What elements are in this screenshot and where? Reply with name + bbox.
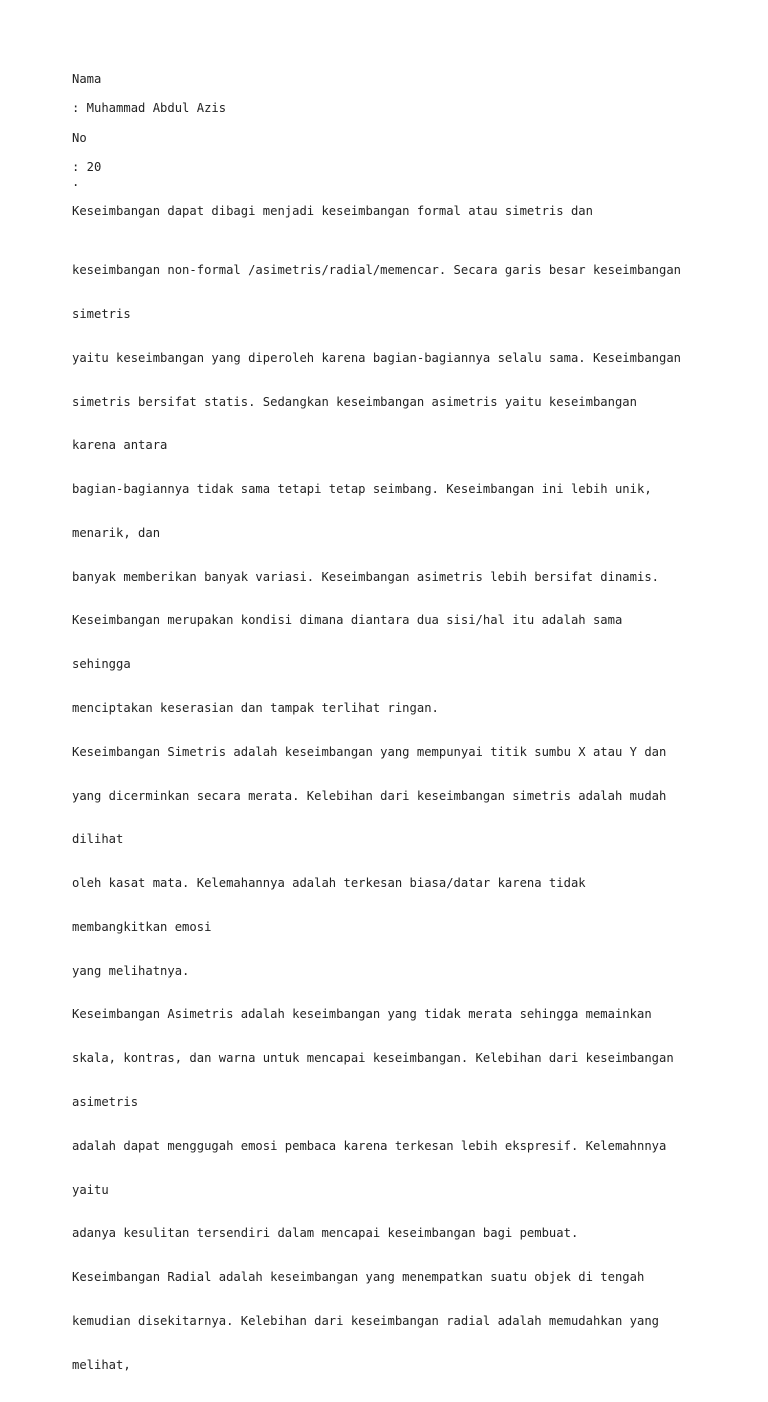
- body-line: Keseimbangan Radial adalah keseimbangan yang menempatkan suatu objek di tengah: [72, 1270, 645, 1285]
- body-line: membangkitkan emosi: [72, 919, 212, 934]
- body-line: bagian-bagiannya tidak sama tetapi tetap seimbang. Keseimbangan ini lebih unik,: [72, 482, 652, 497]
- body-line: menciptakan keserasian dan tampak terlihat ringan.: [72, 701, 439, 715]
- body-line: Keseimbangan Simetris adalah keseimbangan yang mempunyai titik sumbu X atau Y dan: [72, 744, 667, 759]
- body-line: dilihat: [72, 832, 124, 847]
- body-line: sehingga: [72, 657, 131, 672]
- body-line: adanya kesulitan tersendiri dalam mencapai keseimbangan bagi pembuat.: [72, 1226, 579, 1241]
- body-line: simetris bersifat statis. Sedangkan keseimbangan asimetris yaitu keseimbangan: [72, 394, 637, 409]
- name-value: : Muhammad Abdul Azis: [72, 101, 227, 115]
- body-line: adalah dapat menggugah emosi pembaca karena terkesan lebih ekspresif. Kelemahnnya: [72, 1138, 667, 1153]
- body-line: kemudian disekitarnya. Kelebihan dari keseimbangan radial adalah memudahkan yang: [72, 1313, 659, 1328]
- body-line: asimetris: [72, 1095, 139, 1110]
- body-line: yaitu: [72, 1182, 109, 1197]
- name-label: Nama: [72, 72, 102, 86]
- body-line: keseimbangan non-formal /asimetris/radial/memencar. Secara garis besar keseimbangan: [72, 263, 682, 278]
- body-line: simetris: [72, 306, 131, 321]
- paragraph-body: [72, 234, 681, 1402]
- number-value: : 20: [72, 160, 102, 174]
- body-line: oleh kasat mata. Kelemahannya adalah terkesan biasa/datar karena tidak: [72, 876, 586, 891]
- body-line: menarik, dan: [72, 525, 161, 540]
- number-label: No: [72, 131, 87, 145]
- body-line: Keseimbangan merupakan kondisi dimana diantara dua sisi/hal itu adalah sama: [72, 613, 623, 628]
- paragraph-first-line: Keseimbangan dapat dibagi menjadi keseimbangan formal atau simetris dan: [72, 204, 593, 218]
- body-line: skala, kontras, dan warna untuk mencapai keseimbangan. Kelebihan dari keseimbangan: [72, 1051, 674, 1066]
- body-line: Keseimbangan Asimetris adalah keseimbangan yang tidak merata sehingga memainkan: [72, 1007, 652, 1022]
- body-line: karena antara: [72, 438, 168, 453]
- body-line: yang dicerminkan secara merata. Kelebihan dari keseimbangan simetris adalah mudah: [72, 788, 667, 803]
- dot-mark: .: [72, 175, 80, 189]
- body-line: melihat,: [72, 1357, 131, 1372]
- body-line: banyak memberikan banyak variasi. Keseimbangan asimetris lebih bersifat dinamis.: [72, 569, 659, 584]
- body-line: yang melihatnya.: [72, 963, 190, 978]
- body-line: yaitu keseimbangan yang diperoleh karena bagian-bagiannya selalu sama. Keseimbangan: [72, 350, 682, 365]
